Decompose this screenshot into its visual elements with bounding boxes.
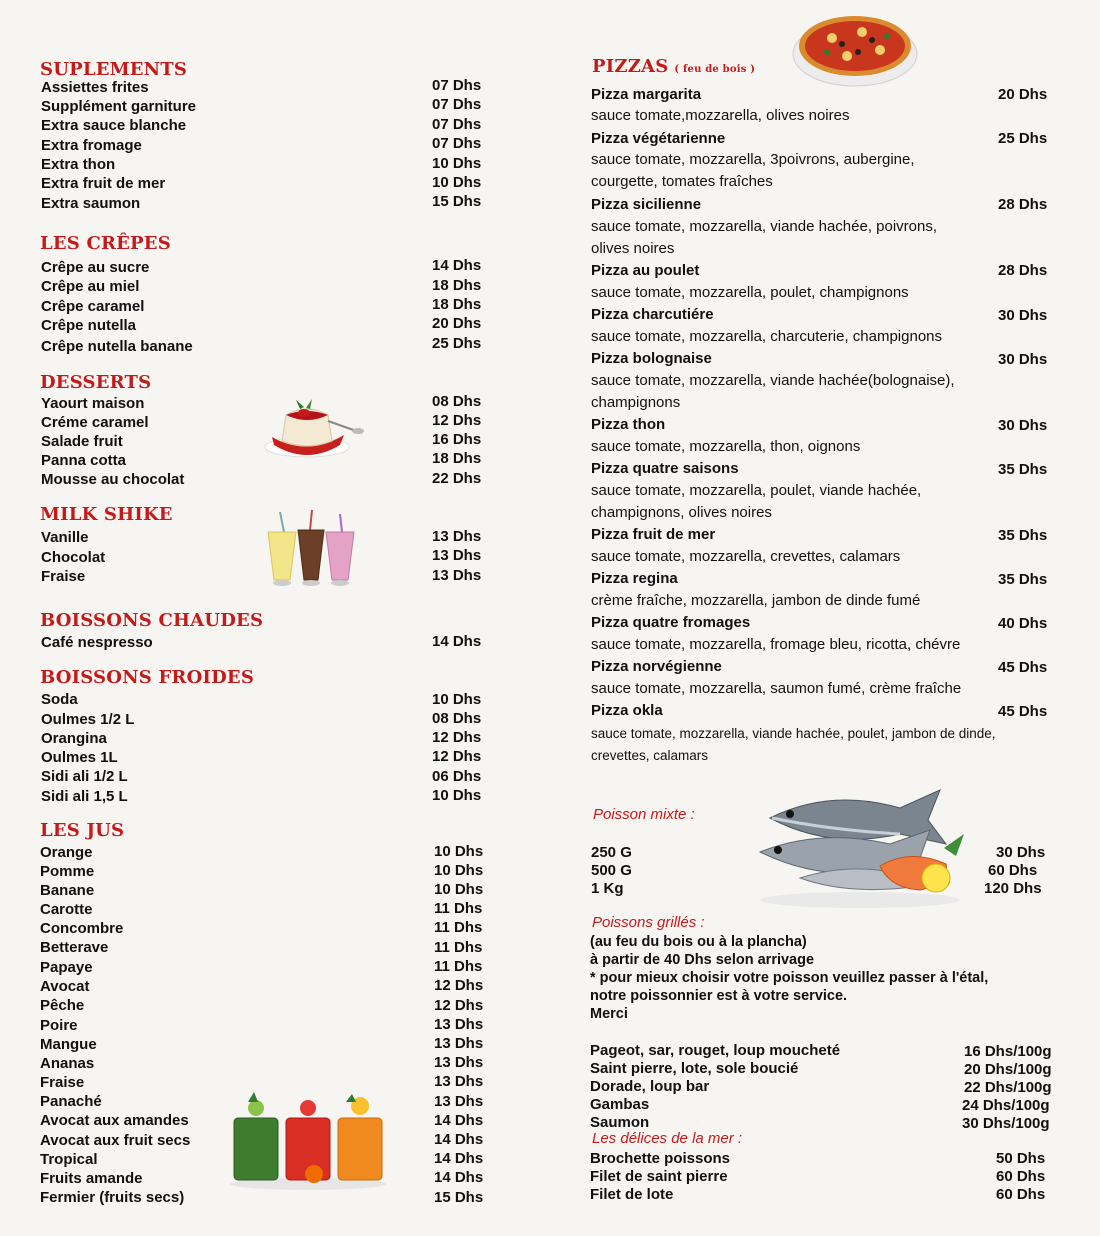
menu-item-price: 10 Dhs — [432, 155, 482, 172]
menu-item-price: 35 Dhs — [998, 571, 1048, 588]
menu-item-price: 120 Dhs — [984, 880, 1042, 897]
menu-item-price: 22 Dhs/100g — [964, 1079, 1052, 1096]
fish-platter-icon — [750, 778, 970, 910]
menu-item-price: 07 Dhs — [432, 77, 482, 94]
menu-item-price: 08 Dhs — [432, 710, 482, 727]
menu-item-name: Saint pierre, lote, sole boucié — [590, 1060, 799, 1077]
section-title-hot-drinks: BOISSONS CHAUDES — [40, 610, 264, 631]
menu-item-name: Crêpe au miel — [41, 278, 140, 295]
menu-item-price: 08 Dhs — [432, 393, 482, 410]
menu-item-price: 45 Dhs — [998, 703, 1048, 720]
menu-item-price: 11 Dhs — [434, 939, 483, 956]
menu-item-name: 1 Kg — [591, 880, 624, 897]
menu-item-price: 60 Dhs — [996, 1186, 1046, 1203]
menu-item-name: Chocolat — [41, 549, 106, 566]
menu-item-price: 20 Dhs — [998, 86, 1048, 103]
menu-item-name: Dorade, loup bar — [590, 1078, 710, 1095]
section-title-juices: LES JUS — [40, 820, 125, 841]
menu-item-price: 13 Dhs — [434, 1016, 484, 1033]
menu-item-name: Avocat aux amandes — [40, 1112, 189, 1129]
menu-item-price: 13 Dhs — [432, 547, 482, 564]
menu-item-price: 18 Dhs — [432, 277, 482, 294]
menu-item-name: Sidi ali 1,5 L — [41, 788, 128, 805]
menu-item-price: 12 Dhs — [432, 729, 482, 746]
menu-item-name: Assiettes frites — [41, 79, 149, 96]
menu-item-price: 10 Dhs — [434, 881, 484, 898]
menu-item-name: Fraise — [41, 568, 86, 585]
section-title-pizzas — [592, 56, 755, 77]
menu-item-price: 11 Dhs — [434, 919, 483, 936]
menu-item-price: 35 Dhs — [998, 461, 1048, 478]
note-line: à partir de 40 Dhs selon arrivage — [590, 952, 815, 968]
menu-item-price: 13 Dhs — [432, 528, 482, 545]
menu-item-name: Fruits amande — [40, 1170, 143, 1187]
menu-item-price: 30 Dhs/100g — [962, 1115, 1050, 1132]
menu-item-name: Oulmes 1L — [41, 749, 118, 766]
menu-item-name: Vanille — [41, 529, 89, 546]
menu-item-price: 11 Dhs — [434, 958, 483, 975]
menu-item-name: Ananas — [40, 1055, 95, 1072]
menu-item-description: sauce tomate, mozzarella, charcuterie, champignons — [591, 328, 943, 345]
menu-item-price: 10 Dhs — [432, 174, 482, 191]
menu-item-name: Filet de saint pierre — [590, 1168, 728, 1185]
menu-item-description: sauce tomate, mozzarella, fromage bleu, ricotta, chévre — [591, 636, 961, 653]
menu-item-price: 14 Dhs — [432, 633, 482, 650]
menu-item-price: 30 Dhs — [998, 417, 1048, 434]
menu-item-name: Extra fruit de mer — [41, 175, 166, 192]
menu-item-description: sauce tomate, mozzarella, crevettes, calamars — [591, 548, 901, 565]
menu-item-name: Brochette poissons — [590, 1150, 731, 1167]
menu-item-name: Pizza charcutiére — [591, 306, 714, 323]
menu-item-description: sauce tomate, mozzarella, thon, oignons — [591, 438, 861, 455]
menu-item-price: 22 Dhs — [432, 470, 482, 487]
menu-item-name: Pageot, sar, rouget, loup moucheté — [590, 1042, 841, 1059]
menu-item-name: Poire — [40, 1017, 78, 1034]
menu-item-name: Créme caramel — [41, 414, 149, 431]
menu-item-price: 40 Dhs — [998, 615, 1048, 632]
menu-item-description: sauce tomate, mozzarella, poulet, viande hachée, — [591, 482, 922, 499]
menu-item-name: Extra thon — [41, 156, 116, 173]
menu-item-price: 50 Dhs — [996, 1150, 1046, 1167]
menu-item-description: sauce tomate, mozzarella, poulet, champignons — [591, 284, 909, 301]
menu-item-price: 30 Dhs — [998, 351, 1048, 368]
menu-item-price: 07 Dhs — [432, 135, 482, 152]
menu-item-name: Concombre — [40, 920, 124, 937]
section-title-supplements: SUPLEMENTS — [40, 59, 188, 80]
menu-item-name: Pizza thon — [591, 416, 666, 433]
menu-item-name: Carotte — [40, 901, 93, 918]
menu-item-name: Pizza bolognaise — [591, 350, 712, 367]
note-line: (au feu du bois ou à la plancha) — [590, 934, 807, 950]
menu-item-name: Pizza végétarienne — [591, 130, 726, 147]
menu-item-price: 16 Dhs — [432, 431, 482, 448]
menu-item-name: Betterave — [40, 939, 109, 956]
menu-item-price: 10 Dhs — [432, 787, 482, 804]
section-title-fish-mix: Poisson mixte : — [593, 806, 695, 823]
menu-item-name: Extra fromage — [41, 137, 142, 154]
menu-item-name: Gambas — [590, 1096, 650, 1113]
menu-item-price: 28 Dhs — [998, 262, 1048, 279]
menu-item-name: Café nespresso — [41, 634, 153, 651]
menu-item-name: Crêpe caramel — [41, 298, 145, 315]
menu-item-name: Pizza quatre fromages — [591, 614, 751, 631]
menu-item-name: Pizza regina — [591, 570, 678, 587]
menu-item-price: 16 Dhs/100g — [964, 1043, 1052, 1060]
menu-item-name: Supplément garniture — [41, 98, 197, 115]
dessert-panna-cotta-icon — [262, 395, 372, 465]
menu-item-name: Sidi ali 1/2 L — [41, 768, 128, 785]
menu-item-description: champignons — [591, 394, 681, 411]
menu-item-description: sauce tomate, mozzarella, saumon fumé, crème fraîche — [591, 680, 962, 697]
menu-item-price: 30 Dhs — [998, 307, 1048, 324]
menu-item-price: 25 Dhs — [998, 130, 1048, 147]
section-title-sea-delights: Les délices de la mer : — [592, 1130, 743, 1147]
menu-item-name: 250 G — [591, 844, 632, 861]
menu-item-name: Pizza fruit de mer — [591, 526, 716, 543]
menu-item-name: Pizza norvégienne — [591, 658, 722, 675]
menu-item-price: 13 Dhs — [432, 567, 482, 584]
menu-item-price: 12 Dhs — [434, 997, 484, 1014]
section-title-crepes: LES CRÊPES — [40, 233, 171, 254]
menu-item-name: Banane — [40, 882, 95, 899]
menu-item-name: Yaourt maison — [41, 395, 145, 412]
menu-item-price: 15 Dhs — [432, 193, 482, 210]
menu-item-price: 11 Dhs — [434, 900, 483, 917]
menu-item-price: 35 Dhs — [998, 527, 1048, 544]
menu-item-price: 14 Dhs — [432, 257, 482, 274]
menu-item-name: Avocat — [40, 978, 90, 995]
menu-item-price: 12 Dhs — [434, 977, 484, 994]
menu-item-price: 13 Dhs — [434, 1093, 484, 1110]
menu-item-name: Pêche — [40, 997, 85, 1014]
juice-glasses-icon — [228, 1090, 388, 1190]
menu-item-price: 20 Dhs/100g — [964, 1061, 1052, 1078]
menu-item-name: Orangina — [41, 730, 107, 747]
menu-item-name: Filet de lote — [590, 1186, 674, 1203]
menu-item-price: 25 Dhs — [432, 335, 482, 352]
menu-item-description: crevettes, calamars — [591, 748, 709, 763]
menu-item-price: 10 Dhs — [434, 862, 484, 879]
menu-item-price: 13 Dhs — [434, 1054, 484, 1071]
menu-item-name: Soda — [41, 691, 78, 708]
menu-item-name: Mousse au chocolat — [41, 471, 185, 488]
menu-item-price: 12 Dhs — [432, 412, 482, 429]
menu-item-description: crème fraîche, mozzarella, jambon de dinde fumé — [591, 592, 921, 609]
menu-item-description: sauce tomate, mozzarella, viande hachée(bolognaise), — [591, 372, 955, 389]
menu-item-price: 07 Dhs — [432, 96, 482, 113]
menu-item-name: Avocat aux fruit secs — [40, 1132, 191, 1149]
menu-item-price: 14 Dhs — [434, 1169, 484, 1186]
menu-item-price: 20 Dhs — [432, 315, 482, 332]
menu-item-name: Pizza okla — [591, 702, 663, 719]
menu-item-name: Pizza quatre saisons — [591, 460, 739, 477]
section-title-desserts: DESSERTS — [40, 372, 152, 393]
milkshake-glasses-icon — [262, 510, 362, 590]
menu-item-price: 60 Dhs — [988, 862, 1038, 879]
menu-item-name: 500 G — [591, 862, 632, 879]
menu-item-price: 14 Dhs — [434, 1150, 484, 1167]
menu-item-name: Fermier (fruits secs) — [40, 1189, 185, 1206]
menu-item-price: 12 Dhs — [432, 748, 482, 765]
menu-item-name: Panaché — [40, 1093, 102, 1110]
menu-item-price: 15 Dhs — [434, 1189, 484, 1206]
menu-item-name: Tropical — [40, 1151, 98, 1168]
menu-item-price: 07 Dhs — [432, 116, 482, 133]
menu-item-name: Extra sauce blanche — [41, 117, 187, 134]
menu-item-name: Fraise — [40, 1074, 85, 1091]
menu-item-name: Crêpe au sucre — [41, 259, 150, 276]
menu-item-price: 60 Dhs — [996, 1168, 1046, 1185]
menu-item-name: Saumon — [590, 1114, 650, 1131]
menu-item-name: Pizza au poulet — [591, 262, 700, 279]
menu-item-price: 24 Dhs/100g — [962, 1097, 1050, 1114]
menu-item-description: sauce tomate, mozzarella, viande hachée, poivrons, — [591, 218, 938, 235]
menu-item-name: Salade fruit — [41, 433, 123, 450]
menu-item-price: 10 Dhs — [432, 691, 482, 708]
menu-item-description: champignons, olives noires — [591, 504, 772, 521]
menu-item-name: Panna cotta — [41, 452, 127, 469]
menu-item-description: sauce tomate, mozzarella, 3poivrons, aubergine, — [591, 151, 915, 168]
pizzas-title: PIZZAS — [592, 56, 669, 77]
menu-item-name: Extra saumon — [41, 195, 141, 212]
note-line: notre poissonnier est à votre service. — [590, 988, 848, 1004]
section-title-milkshake: MILK SHIKE — [40, 504, 173, 525]
menu-item-price: 10 Dhs — [434, 843, 484, 860]
menu-item-price: 18 Dhs — [432, 296, 482, 313]
note-line: Merci — [590, 1006, 628, 1022]
menu-item-price: 14 Dhs — [434, 1131, 484, 1148]
menu-item-price: 45 Dhs — [998, 659, 1048, 676]
menu-item-name: Papaye — [40, 959, 93, 976]
menu-item-name: Orange — [40, 844, 93, 861]
menu-item-name: Pizza sicilienne — [591, 196, 702, 213]
menu-item-price: 13 Dhs — [434, 1073, 484, 1090]
menu-item-name: Mangue — [40, 1036, 97, 1053]
menu-item-price: 18 Dhs — [432, 450, 482, 467]
menu-item-name: Oulmes 1/2 L — [41, 711, 135, 728]
menu-item-description: sauce tomate,mozzarella, olives noires — [591, 107, 850, 124]
section-title-grilled-fish: Poissons grillés : — [592, 914, 705, 931]
menu-item-name: Crêpe nutella banane — [41, 338, 193, 355]
note-line: * pour mieux choisir votre poisson veuillez passer à l'étal, — [590, 970, 989, 986]
pizza-icon — [792, 6, 918, 88]
menu-item-price: 13 Dhs — [434, 1035, 484, 1052]
menu-item-name: Crêpe nutella — [41, 317, 137, 334]
menu-item-price: 28 Dhs — [998, 196, 1048, 213]
section-title-cold-drinks: BOISSONS FROIDES — [40, 667, 255, 688]
menu-item-description: courgette, tomates fraîches — [591, 173, 773, 190]
pizzas-subtitle: ( feu de bois ) — [674, 64, 756, 75]
menu-item-name: Pomme — [40, 863, 95, 880]
menu-item-description: sauce tomate, mozzarella, viande hachée, poulet, jambon de dinde, — [591, 726, 996, 741]
menu-item-description: olives noires — [591, 240, 675, 257]
menu-item-price: 30 Dhs — [996, 844, 1046, 861]
menu-item-price: 14 Dhs — [434, 1112, 484, 1129]
menu-item-name: Pizza margarita — [591, 86, 702, 103]
menu-item-price: 06 Dhs — [432, 768, 482, 785]
